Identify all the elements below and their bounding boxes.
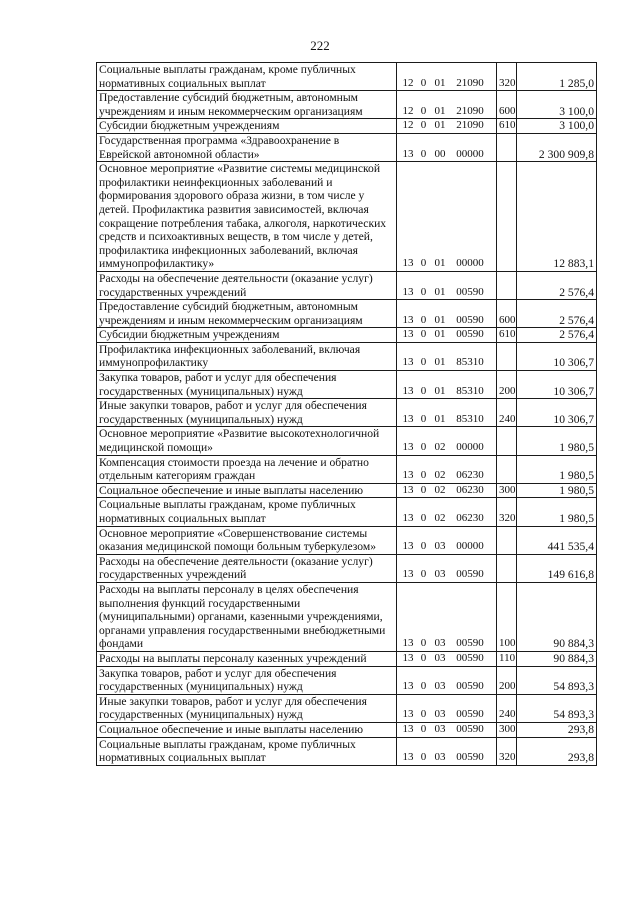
row-name: Расходы на обеспечение деятельности (оказание услуг) государственных учреждений [97,271,397,299]
code-segment: 01 [434,384,446,397]
row-name: Закупка товаров, работ и услуг для обеспечения государственных (муниципальных) нужд [97,666,397,694]
budget-table-body [97,63,597,766]
code-segment: 0 [420,540,427,553]
code-segment: 13 [402,356,414,369]
table-row [97,119,597,134]
row-code [397,119,497,134]
code-segment: 13 [402,651,414,664]
row-code [397,91,497,119]
code-segment: 13 [402,328,414,341]
code-segment: 12 [402,119,414,132]
row-sum: 90 884,3 [517,651,597,666]
table-row [97,342,597,370]
row-name: Государственная программа «Здравоохранение в Еврейской автономной области» [97,133,397,161]
code-segment: 13 [402,637,414,650]
table-row [97,455,597,483]
code-segment: 02 [434,512,446,524]
row-sum: 1 980,5 [517,455,597,483]
table-row [97,63,597,91]
row-sum: 10 306,7 [517,399,597,427]
row-code [397,399,497,427]
row-name: Предоставление субсидий бюджетным, автономным учреждениям и иным некоммерческим организациям [97,300,397,328]
code-segment: 00590 [456,313,484,326]
code-segment: 0 [420,708,427,721]
row-sum: 3 100,0 [517,119,597,134]
code-segment: 0 [420,356,427,369]
code-segment: 0 [420,751,427,764]
table-row [97,300,597,328]
row-sum: 1 285,0 [517,63,597,91]
code-segment: 0 [420,328,427,341]
code-segment: 85310 [456,412,484,425]
code-segment: 02 [434,441,446,454]
row-expense-type: 240 [497,399,517,427]
code-segment: 13 [402,313,414,326]
code-segment: 03 [434,568,446,581]
row-expense-type: 610 [497,328,517,343]
code-segment: 00000 [456,147,484,160]
code-segment: 0 [420,285,427,298]
code-segment: 13 [402,722,414,735]
row-name: Социальные выплаты гражданам, кроме публичных нормативных социальных выплат [97,63,397,91]
code-segment: 12 [402,104,414,117]
code-segment: 85310 [456,384,484,397]
row-expense-type [497,455,517,483]
row-code [397,63,497,91]
row-expense-type: 200 [497,371,517,399]
code-segment: 21090 [456,104,484,117]
row-code [397,371,497,399]
code-segment: 01 [434,412,446,425]
row-code [397,694,497,722]
row-expense-type: 320 [497,63,517,91]
code-segment: 01 [434,356,446,369]
code-segment: 13 [402,412,414,425]
row-name: Субсидии бюджетным учреждениям [97,119,397,134]
code-segment: 03 [434,651,446,664]
row-sum: 293,8 [517,737,597,765]
code-segment: 00590 [456,651,484,664]
code-segment: 03 [434,708,446,721]
code-segment: 01 [434,257,446,270]
table-row [97,483,597,498]
row-code [397,300,497,328]
row-code [397,427,497,455]
row-code [397,582,497,651]
row-expense-type [497,133,517,161]
code-segment: 00590 [456,751,484,764]
code-segment: 0 [420,512,427,524]
table-row [97,371,597,399]
row-sum: 54 893,3 [517,694,597,722]
page-number: 222 [310,38,330,53]
code-segment: 0 [420,257,427,270]
row-sum: 10 306,7 [517,371,597,399]
code-segment: 01 [434,104,446,117]
code-segment: 01 [434,76,446,89]
row-code [397,666,497,694]
row-sum: 1 980,5 [517,483,597,498]
row-name: Расходы на обеспечение деятельности (оказание услуг) государственных учреждений [97,554,397,582]
code-segment: 0 [420,651,427,664]
code-segment: 00590 [456,708,484,721]
row-sum: 3 100,0 [517,91,597,119]
row-expense-type [497,162,517,272]
row-code [397,651,497,666]
code-segment: 01 [434,285,446,298]
row-name: Расходы на выплаты персоналу казенных учреждений [97,651,397,666]
code-segment: 00590 [456,637,484,650]
table-row [97,162,597,272]
code-segment: 13 [402,384,414,397]
code-segment: 02 [434,469,446,482]
code-segment: 0 [420,722,427,735]
table-row [97,91,597,119]
code-segment: 0 [420,483,427,496]
row-name: Иные закупки товаров, работ и услуг для обеспечения государственных (муниципальных) нужд [97,694,397,722]
code-segment: 0 [420,441,427,454]
row-name: Компенсация стоимости проезда на лечение и обратно отдельным категориям граждан [97,455,397,483]
code-segment: 0 [420,469,427,482]
code-segment: 0 [420,680,427,693]
code-segment: 00000 [456,441,484,454]
row-code [397,455,497,483]
row-name: Расходы на выплаты персоналу в целях обеспечения выполнения функций государственными (муниципальными) органами, казенными учреждениями, органами управления государственными внебюджетными фондами [97,582,397,651]
row-sum: 2 576,4 [517,328,597,343]
code-segment: 0 [420,313,427,326]
row-code [397,483,497,498]
code-segment: 0 [420,384,427,397]
table-row [97,737,597,765]
code-segment: 0 [420,147,427,160]
code-segment: 03 [434,680,446,693]
table-row [97,722,597,737]
code-segment: 13 [402,540,414,553]
table-row [97,328,597,343]
row-name: Социальное обеспечение и иные выплаты населению [97,483,397,498]
row-expense-type: 100 [497,582,517,651]
code-segment: 13 [402,568,414,581]
code-segment: 21090 [456,119,484,132]
row-expense-type: 600 [497,300,517,328]
row-expense-type: 300 [497,483,517,498]
code-segment: 00590 [456,722,484,735]
code-segment: 13 [402,708,414,721]
code-segment: 0 [420,104,427,117]
row-expense-type: 110 [497,651,517,666]
row-code [397,328,497,343]
code-segment: 00590 [456,680,484,693]
row-expense-type: 300 [497,722,517,737]
code-segment: 13 [402,483,414,496]
code-segment: 12 [402,76,414,89]
code-segment: 0 [420,637,427,650]
row-expense-type [497,526,517,554]
code-segment: 13 [402,512,414,524]
code-segment: 13 [402,285,414,298]
row-name: Социальные выплаты гражданам, кроме публичных нормативных социальных выплат [97,498,397,526]
table-row [97,554,597,582]
row-expense-type [497,427,517,455]
row-sum: 293,8 [517,722,597,737]
row-sum: 1 980,5 [517,427,597,455]
row-code [397,271,497,299]
row-name: Закупка товаров, работ и услуг для обеспечения государственных (муниципальных) нужд [97,371,397,399]
row-sum: 2 576,4 [517,271,597,299]
row-name: Предоставление субсидий бюджетным, автономным учреждениям и иным некоммерческим организациям [97,91,397,119]
code-segment: 13 [402,680,414,693]
code-segment: 01 [434,313,446,326]
row-sum: 54 893,3 [517,666,597,694]
code-segment: 0 [420,412,427,425]
row-code [397,722,497,737]
code-segment: 00590 [456,285,484,298]
row-expense-type [497,271,517,299]
row-code [397,133,497,161]
row-name: Основное мероприятие «Развитие высокотехнологичной медицинской помощи» [97,427,397,455]
code-segment: 00000 [456,540,484,553]
table-row [97,133,597,161]
row-code [397,526,497,554]
code-segment: 01 [434,119,446,132]
code-segment: 13 [402,441,414,454]
table-row [97,526,597,554]
row-sum: 12 883,1 [517,162,597,272]
row-sum: 1 980,5 [517,498,597,526]
row-expense-type [497,554,517,582]
row-sum: 2 576,4 [517,300,597,328]
code-segment: 03 [434,540,446,553]
row-expense-type: 320 [497,737,517,765]
row-code [397,342,497,370]
code-segment: 01 [434,328,446,341]
code-segment: 0 [420,76,427,89]
row-sum: 2 300 909,8 [517,133,597,161]
code-segment: 13 [402,147,414,160]
row-name: Основное мероприятие «Совершенствование системы оказания медицинской помощи больным туберкулезом» [97,526,397,554]
row-code [397,498,497,526]
code-segment: 03 [434,751,446,764]
row-code [397,554,497,582]
row-expense-type: 600 [497,91,517,119]
row-sum: 10 306,7 [517,342,597,370]
row-code [397,737,497,765]
code-segment: 0 [420,119,427,132]
table-row [97,399,597,427]
code-segment: 03 [434,637,446,650]
code-segment: 06230 [456,469,484,482]
code-segment: 13 [402,751,414,764]
code-segment: 00590 [456,328,484,341]
table-row [97,498,597,526]
row-name: Социальное обеспечение и иные выплаты населению [97,722,397,737]
table-row [97,666,597,694]
row-expense-type: 200 [497,666,517,694]
row-expense-type: 610 [497,119,517,134]
row-expense-type: 240 [497,694,517,722]
code-segment: 21090 [456,76,484,89]
row-sum: 90 884,3 [517,582,597,651]
table-row [97,271,597,299]
code-segment: 00 [434,147,446,160]
code-segment: 03 [434,722,446,735]
row-expense-type: 320 [497,498,517,526]
table-row [97,694,597,722]
table-row [97,651,597,666]
row-sum: 149 616,8 [517,554,597,582]
code-segment: 85310 [456,356,484,369]
row-sum: 441 535,4 [517,526,597,554]
code-segment: 0 [420,568,427,581]
code-segment: 13 [402,469,414,482]
table-row [97,427,597,455]
row-name: Иные закупки товаров, работ и услуг для обеспечения государственных (муниципальных) нужд [97,399,397,427]
row-expense-type [497,342,517,370]
row-name: Профилактика инфекционных заболеваний, включая иммунопрофилактику [97,342,397,370]
table-row [97,582,597,651]
code-segment: 00590 [456,568,484,581]
row-name: Субсидии бюджетным учреждениям [97,328,397,343]
row-name: Основное мероприятие «Развитие системы медицинской профилактики неинфекционных заболеваний и формирования здорового образа жизни, в том числе у детей. Профилактика развития зависимостей, включая сокращение потребления табака, алкоголя, наркотических средств и психоактивных веществ, в том числе у детей, профилактика инфекционных заболеваний, включая иммунопрофилактику» [97,162,397,272]
code-segment: 06230 [456,483,484,496]
code-segment: 13 [402,257,414,270]
budget-table [96,62,597,766]
code-segment: 00000 [456,257,484,270]
row-code [397,162,497,272]
code-segment: 06230 [456,512,484,524]
code-segment: 02 [434,483,446,496]
row-name: Социальные выплаты гражданам, кроме публичных нормативных социальных выплат [97,737,397,765]
